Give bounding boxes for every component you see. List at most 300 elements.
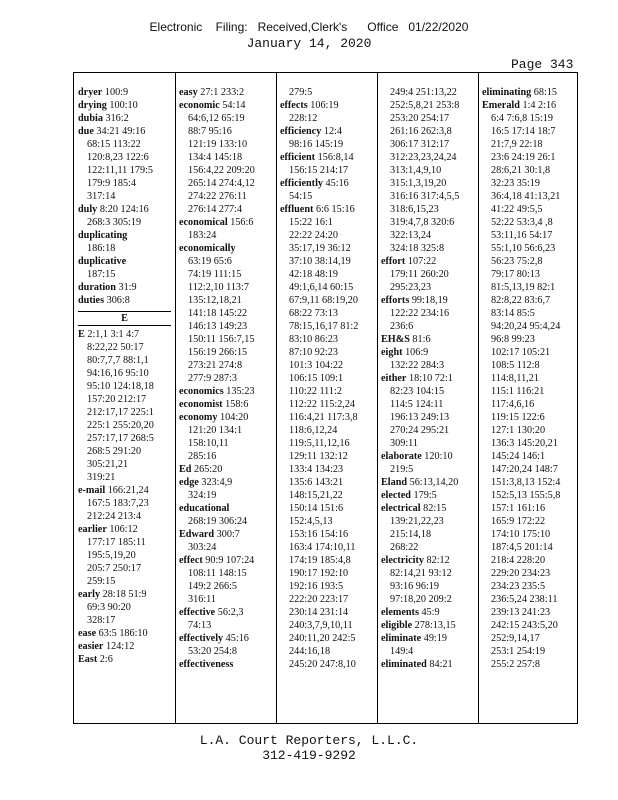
- index-references: 212:24 213:4: [87, 511, 142, 522]
- index-entry-continuation: [482, 541, 576, 554]
- index-references: 55:1,10 56:6,23: [491, 243, 556, 254]
- index-headword: efforts: [381, 295, 410, 306]
- index-entry-continuation: [179, 437, 273, 450]
- index-references: 63:19 65:6: [188, 256, 232, 267]
- index-entry-continuation: [381, 463, 475, 476]
- index-references: 244:16,18: [289, 646, 331, 657]
- index-entry-continuation: [179, 515, 273, 528]
- index-references: 147:20,24 148:7: [491, 464, 558, 475]
- index-references: 145:24 146:1: [491, 451, 546, 462]
- index-references: 110:22 111:2: [289, 386, 342, 397]
- index-entry: [78, 125, 171, 138]
- index-entry-continuation: [482, 164, 576, 177]
- index-entry-continuation: [280, 346, 374, 359]
- index-references: 252:5,8,21 253:8: [390, 100, 460, 111]
- index-entry-continuation: [381, 528, 475, 541]
- index-headword: East: [78, 654, 98, 665]
- index-entry-continuation: [381, 411, 475, 424]
- index-references: 132:22 284:3: [390, 360, 445, 371]
- index-entry-continuation: [280, 463, 374, 476]
- index-references: 31:9: [118, 282, 137, 293]
- column-divider: [377, 73, 378, 723]
- index-references: 100:10: [109, 100, 138, 111]
- index-headword: due: [78, 126, 94, 137]
- index-references: 21:7,9 22:18: [491, 139, 543, 150]
- index-headword: efficient: [280, 152, 316, 163]
- index-references: 16:5 17:14 18:7: [491, 126, 556, 137]
- index-references: 1:4 2:16: [522, 100, 557, 111]
- index-references: 322:13,24: [390, 230, 432, 241]
- index-references: 196:13 249:13: [390, 412, 450, 423]
- index-entry-continuation: [482, 398, 576, 411]
- index-references: 146:13 149:23: [188, 321, 248, 332]
- index-entry-continuation: [381, 359, 475, 372]
- index-entry: [78, 294, 171, 307]
- index-references: 122:22 234:16: [390, 308, 450, 319]
- index-references: 174:10 175:10: [491, 529, 551, 540]
- index-entry: [280, 99, 374, 112]
- index-references: 278:13,15: [414, 620, 456, 631]
- index-headword: edge: [179, 477, 199, 488]
- index-entry-continuation: [179, 593, 273, 606]
- index-entry-continuation: [179, 450, 273, 463]
- index-entry: [381, 294, 475, 307]
- index-references: 45:16: [225, 633, 249, 644]
- index-references: 215:14,18: [390, 529, 432, 540]
- index-references: 23:6 24:19 26:1: [491, 152, 556, 163]
- index-references: 166:21,24: [107, 485, 149, 496]
- index-entry: [78, 229, 171, 242]
- index-references: 273:21 274:8: [188, 360, 243, 371]
- index-references: 277:9 287:3: [188, 373, 237, 384]
- index-entry: [78, 86, 171, 99]
- index-references: 45:9: [421, 607, 440, 618]
- index-references: 81:5,13,19 82:1: [491, 282, 556, 293]
- index-entry-continuation: [482, 463, 576, 476]
- index-entry-continuation: [280, 268, 374, 281]
- index-entry-continuation: [381, 515, 475, 528]
- index-entry-continuation: [280, 359, 374, 372]
- index-entry-continuation: [179, 229, 273, 242]
- index-entry-continuation: [381, 580, 475, 593]
- index-entry-continuation: [381, 99, 475, 112]
- index-entry-continuation: [381, 151, 475, 164]
- index-references: 104:20: [220, 412, 249, 423]
- index-references: 12:4: [323, 126, 342, 137]
- index-headword: economy: [179, 412, 218, 423]
- index-entry-continuation: [482, 515, 576, 528]
- index-headword: Eland: [381, 477, 408, 488]
- index-references: 242:15 243:5,20: [491, 620, 558, 631]
- index-references: 82:23 104:15: [390, 386, 445, 397]
- index-references: 53:11,16 54:17: [491, 230, 553, 241]
- index-entry-continuation: [482, 359, 576, 372]
- index-references: 261:16 262:3,8: [390, 126, 452, 137]
- index-entry-continuation: [78, 151, 171, 164]
- index-entry-continuation: [179, 333, 273, 346]
- index-entry-continuation: [381, 437, 475, 450]
- index-entry-continuation: [280, 112, 374, 125]
- index-entry-continuation: [179, 372, 273, 385]
- index-references: 54:15: [289, 191, 313, 202]
- index-references: 149:4: [390, 646, 414, 657]
- index-entry: [179, 476, 273, 489]
- index-references: 94:20,24 95:4,24: [491, 321, 561, 332]
- index-entry-continuation: [179, 619, 273, 632]
- index-references: 156:19 266:15: [188, 347, 248, 358]
- index-entry-continuation: [381, 125, 475, 138]
- index-references: 129:11 132:12: [289, 451, 348, 462]
- section-letter: E: [78, 311, 171, 326]
- index-references: 190:17 192:10: [289, 568, 349, 579]
- index-references: 245:20 247:8,10: [289, 659, 356, 670]
- index-entry-continuation: [482, 424, 576, 437]
- index-references: 100:9: [104, 87, 129, 98]
- index-entry-continuation: [280, 86, 374, 99]
- index-entry-continuation: [482, 567, 576, 580]
- index-entry-continuation: [482, 125, 576, 138]
- index-references: 127:1 130:20: [491, 425, 546, 436]
- index-references: 265:20: [194, 464, 223, 475]
- index-references: 108:5 112:8: [491, 360, 540, 371]
- index-headword: Edward: [179, 529, 215, 540]
- index-box: [73, 72, 578, 724]
- index-references: 49:19: [423, 633, 447, 644]
- index-references: 249:4 251:13,22: [390, 87, 457, 98]
- index-entry-continuation: [179, 346, 273, 359]
- index-references: 121:19 133:10: [188, 139, 248, 150]
- index-headword: early: [78, 589, 101, 600]
- index-entry-continuation: [381, 645, 475, 658]
- index-references: 2:1,1 3:1 4:7: [87, 329, 140, 340]
- index-references: 54:14: [222, 100, 246, 111]
- index-references: 56:23 75:2,8: [491, 256, 543, 267]
- index-headword: dubia: [78, 113, 103, 124]
- index-references: 94:16,16 95:10: [87, 368, 149, 379]
- index-references: 114:5 124:11: [390, 399, 444, 410]
- index-headword: eight: [381, 347, 403, 358]
- index-references: 118:6,12,24: [289, 425, 338, 436]
- index-references: 52:22 53:3,4 ,8: [491, 217, 553, 228]
- column-divider: [175, 73, 176, 723]
- index-references: 328:17: [87, 615, 116, 626]
- index-references: 102:17 105:21: [491, 347, 551, 358]
- index-references: 99:18,19: [411, 295, 448, 306]
- index-references: 152:5,13 155:5,8: [491, 490, 561, 501]
- index-references: 219:5: [390, 464, 414, 475]
- index-references: 83:14 85:5: [491, 308, 535, 319]
- index-entry-continuation: [78, 601, 171, 614]
- index-references: 165:9 172:22: [491, 516, 546, 527]
- index-entry-continuation: [179, 112, 273, 125]
- index-references: 150:11 156:7,15: [188, 334, 255, 345]
- index-references: 139:21,22,23: [390, 516, 444, 527]
- index-entry-continuation: [78, 177, 171, 190]
- index-references: 53:20 254:8: [188, 646, 237, 657]
- index-references: 319:4,7,8 320:6: [390, 217, 455, 228]
- index-references: 285:16: [188, 451, 217, 462]
- index-headword: economical: [179, 217, 228, 228]
- index-entry-continuation: [78, 138, 171, 151]
- index-entry-continuation: [280, 385, 374, 398]
- index-entry-continuation: [381, 177, 475, 190]
- index-entry-continuation: [280, 567, 374, 580]
- index-references: 253:1 254:19: [491, 646, 546, 657]
- index-entry-continuation: [78, 432, 171, 445]
- index-entry-continuation: [179, 567, 273, 580]
- index-entry-continuation: [280, 541, 374, 554]
- index-entry-continuation: [78, 549, 171, 562]
- index-headword: ease: [78, 628, 97, 639]
- index-references: 32:23 35:19: [491, 178, 540, 189]
- index-entry: [179, 463, 273, 476]
- index-entry-continuation: [482, 528, 576, 541]
- index-headword: economic: [179, 100, 220, 111]
- index-references: 268:19 306:24: [188, 516, 248, 527]
- index-references: 82:12: [426, 555, 450, 566]
- index-references: 22:22 24:20: [289, 230, 338, 241]
- index-references: 316:11: [188, 594, 216, 605]
- index-references: 136:3 145:20,21: [491, 438, 558, 449]
- index-headword: duplicating: [78, 230, 128, 241]
- index-references: 15:22 16:1: [289, 217, 333, 228]
- index-references: 35:17,19 36:12: [289, 243, 351, 254]
- index-entry-continuation: [78, 419, 171, 432]
- index-headword: effluent: [280, 204, 314, 215]
- index-entry: [381, 372, 475, 385]
- index-references: 135:12,18,21: [188, 295, 242, 306]
- index-references: 300:7: [216, 529, 240, 540]
- index-entry-continuation: [482, 151, 576, 164]
- index-references: 312:23,23,24,24: [390, 152, 457, 163]
- index-references: 96:8 99:23: [491, 334, 535, 345]
- index-entry-continuation: [179, 281, 273, 294]
- index-entry: [381, 606, 475, 619]
- index-references: 6:4 7:6,8 15:19: [491, 113, 553, 124]
- index-entry-continuation: [280, 619, 374, 632]
- index-references: 187:4,5 201:14: [491, 542, 553, 553]
- index-entry-continuation: [179, 580, 273, 593]
- index-entry-continuation: [280, 216, 374, 229]
- index-references: 274:22 276:11: [188, 191, 247, 202]
- index-references: 41:22 49:5,5: [491, 204, 543, 215]
- index-references: 115:1 116:21: [491, 386, 545, 397]
- index-entry-continuation: [381, 593, 475, 606]
- index-headword: effort: [381, 256, 406, 267]
- index-references: 276:14 277:4: [188, 204, 243, 215]
- index-headword: drying: [78, 100, 107, 111]
- index-references: 56:13,14,20: [409, 477, 459, 488]
- index-entry-continuation: [280, 138, 374, 151]
- index-entry: [78, 99, 171, 112]
- index-entry-continuation: [482, 307, 576, 320]
- index-entry: [179, 242, 273, 255]
- index-entry-continuation: [482, 177, 576, 190]
- index-entry-continuation: [482, 489, 576, 502]
- index-entry: [381, 619, 475, 632]
- index-entry-continuation: [280, 190, 374, 203]
- index-headword: duties: [78, 295, 105, 306]
- index-entry-continuation: [482, 411, 576, 424]
- index-entry-continuation: [179, 203, 273, 216]
- index-references: 34:21 49:16: [96, 126, 146, 137]
- index-headword: effects: [280, 100, 308, 111]
- index-headword: effectiveness: [179, 659, 234, 670]
- index-references: 319:21: [87, 472, 116, 483]
- index-references: 236:6: [390, 321, 414, 332]
- index-headword: economically: [179, 243, 236, 254]
- index-references: 306:8: [106, 295, 130, 306]
- index-entry-continuation: [280, 606, 374, 619]
- index-entry-continuation: [280, 333, 374, 346]
- index-references: 163:4 174:10,11: [289, 542, 356, 553]
- index-entry-continuation: [280, 476, 374, 489]
- index-references: 88:7 95:16: [188, 126, 232, 137]
- index-references: 323:4,9: [201, 477, 233, 488]
- index-entry-continuation: [381, 281, 475, 294]
- index-entry: [78, 281, 171, 294]
- index-entry-continuation: [381, 203, 475, 216]
- index-references: 124:12: [106, 641, 135, 652]
- index-entry-continuation: [280, 437, 374, 450]
- index-references: 82:14,21 93:12: [390, 568, 452, 579]
- index-references: 240:11,20 242:5: [289, 633, 356, 644]
- index-entry-continuation: [482, 229, 576, 242]
- index-entry-continuation: [381, 424, 475, 437]
- index-references: 153:16 154:16: [289, 529, 349, 540]
- index-entry: [78, 203, 171, 216]
- index-entry-continuation: [280, 489, 374, 502]
- index-entry: [179, 606, 273, 619]
- index-entry: [78, 484, 171, 497]
- index-references: 259:15: [87, 576, 116, 587]
- index-references: 157:20 212:17: [87, 394, 147, 405]
- index-entry: [280, 203, 374, 216]
- index-entry: [381, 333, 475, 346]
- index-entry-continuation: [482, 281, 576, 294]
- index-entry: [280, 125, 374, 138]
- index-entry-continuation: [482, 593, 576, 606]
- index-entry: [179, 398, 273, 411]
- filing-stamp: Electronic Filing: Received,Clerk's Office 01/22/2020: [149, 20, 469, 34]
- index-entry: [179, 86, 273, 99]
- index-entry-continuation: [381, 229, 475, 242]
- index-entry: [78, 523, 171, 536]
- index-references: 230:14 231:14: [289, 607, 349, 618]
- index-references: 148:15,21,22: [289, 490, 343, 501]
- index-references: 106:15 109:1: [289, 373, 344, 384]
- index-entry-continuation: [482, 294, 576, 307]
- index-entry-continuation: [381, 268, 475, 281]
- index-references: 183:24: [188, 230, 217, 241]
- index-entry-continuation: [482, 437, 576, 450]
- index-entry-continuation: [78, 445, 171, 458]
- index-references: 141:18 145:22: [188, 308, 248, 319]
- index-entry-continuation: [280, 502, 374, 515]
- index-entry-continuation: [280, 554, 374, 567]
- index-headword: effective: [179, 607, 216, 618]
- index-headword: eligible: [381, 620, 413, 631]
- index-entry: [78, 588, 171, 601]
- index-references: 270:24 295:21: [390, 425, 450, 436]
- index-entry-continuation: [280, 229, 374, 242]
- index-entry-continuation: [78, 367, 171, 380]
- index-entry: [179, 216, 273, 229]
- index-entry-continuation: [280, 242, 374, 255]
- index-entry: [179, 554, 273, 567]
- index-entry-continuation: [381, 216, 475, 229]
- index-headword: elements: [381, 607, 419, 618]
- index-entry: [179, 411, 273, 424]
- index-entry: [179, 385, 273, 398]
- index-references: 134:4 145:18: [188, 152, 243, 163]
- index-entry-continuation: [280, 372, 374, 385]
- index-references: 316:2: [105, 113, 129, 124]
- index-entry-continuation: [78, 471, 171, 484]
- index-headword: electrical: [381, 503, 421, 514]
- index-entry: [280, 151, 374, 164]
- index-references: 120:8,23 122:6: [87, 152, 149, 163]
- index-references: 228:12: [289, 113, 318, 124]
- index-references: 316:16 317:4,5,5: [390, 191, 460, 202]
- index-references: 120:10: [424, 451, 453, 462]
- index-entry-continuation: [179, 268, 273, 281]
- index-entry-continuation: [482, 138, 576, 151]
- index-references: 74:13: [188, 620, 212, 631]
- index-references: 114:8,11,21: [491, 373, 539, 384]
- index-references: 152:4,5,13: [289, 516, 333, 527]
- index-entry-continuation: [78, 380, 171, 393]
- index-headword: either: [381, 373, 407, 384]
- index-entry: [381, 255, 475, 268]
- index-references: 317:14: [87, 191, 116, 202]
- index-references: 45:16: [325, 178, 349, 189]
- index-references: 187:15: [87, 269, 116, 280]
- index-entry-continuation: [482, 255, 576, 268]
- index-entry-continuation: [179, 645, 273, 658]
- index-headword: easy: [179, 87, 198, 98]
- index-entry: [179, 658, 273, 671]
- index-entry-continuation: [482, 385, 576, 398]
- index-entry-continuation: [78, 614, 171, 627]
- index-headword: e-mail: [78, 485, 106, 496]
- index-entry: [179, 99, 273, 112]
- index-references: 107:22: [407, 256, 437, 267]
- index-references: 68:15: [533, 87, 558, 98]
- index-entry-continuation: [482, 450, 576, 463]
- index-references: 218:4 228:20: [491, 555, 546, 566]
- index-entry-continuation: [179, 424, 273, 437]
- index-references: 28:6,21 30:1,8: [491, 165, 551, 176]
- index-headword: Ed: [179, 464, 192, 475]
- index-references: 116:4,21 117:3,8: [289, 412, 358, 423]
- index-entry-continuation: [482, 632, 576, 645]
- index-headword: dryer: [78, 87, 103, 98]
- index-entry-continuation: [482, 203, 576, 216]
- index-entry-continuation: [78, 562, 171, 575]
- index-references: 49:1,6,14 60:15: [289, 282, 354, 293]
- index-entry-continuation: [78, 458, 171, 471]
- index-references: 179:11 260:20: [390, 269, 449, 280]
- index-headword: easier: [78, 641, 104, 652]
- index-entry-continuation: [482, 346, 576, 359]
- index-entry-continuation: [179, 190, 273, 203]
- index-references: 205:7 250:17: [87, 563, 142, 574]
- index-entry: [381, 658, 475, 671]
- index-column-3: [280, 86, 374, 723]
- index-references: 135:6 143:21: [289, 477, 344, 488]
- index-references: 81:6: [412, 334, 431, 345]
